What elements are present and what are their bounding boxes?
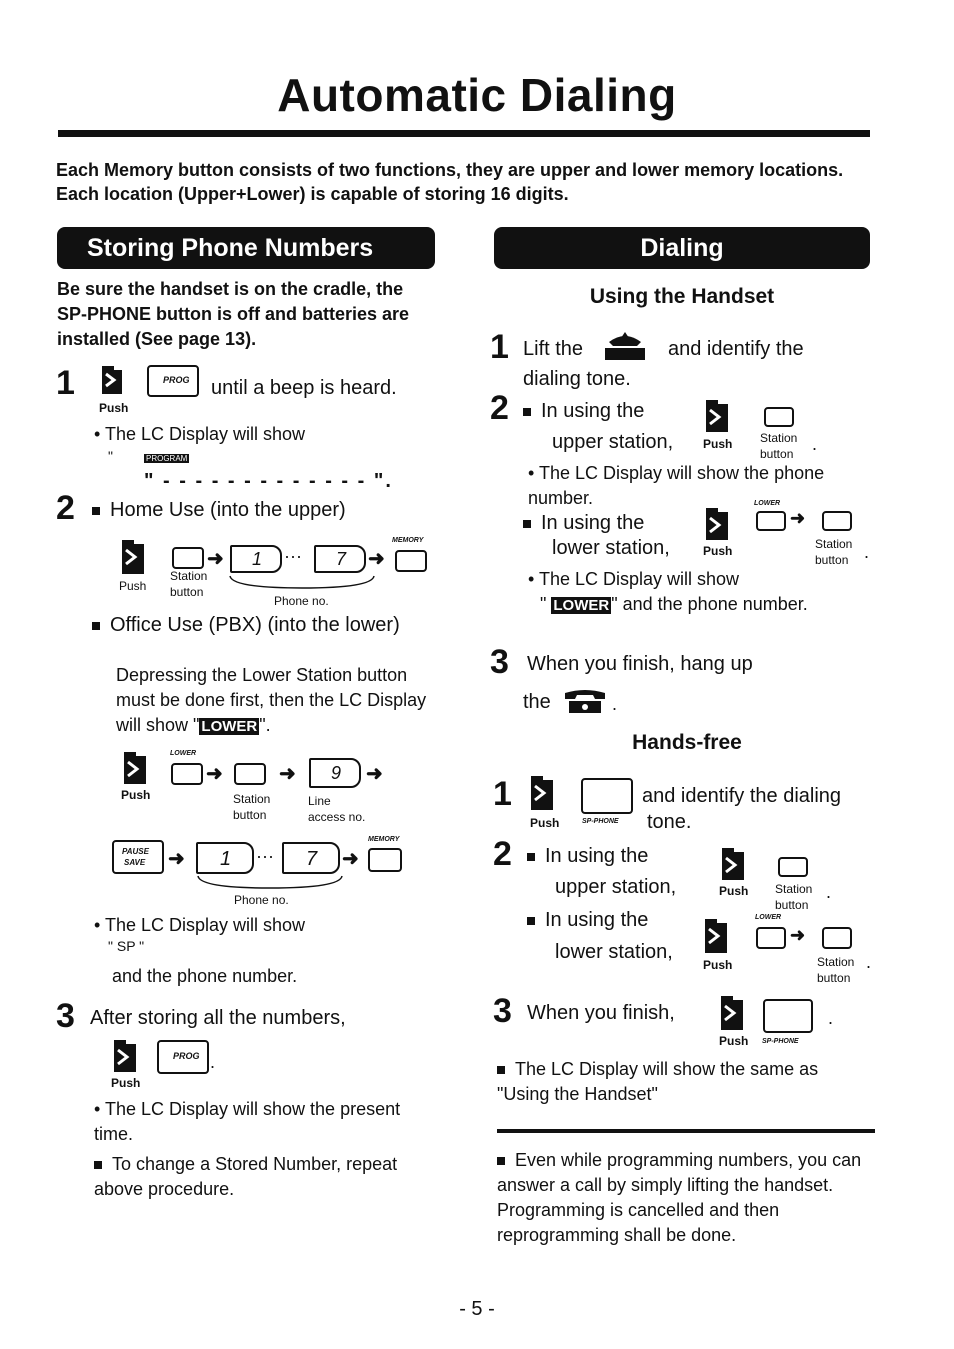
station-label: Station [233, 792, 271, 806]
push-label: Push [119, 579, 147, 593]
quote-mark: " [540, 594, 552, 614]
bullet-square [497, 1157, 505, 1165]
arrow-icon: ➜ [790, 508, 806, 528]
hf-lower-b: lower station, [555, 941, 673, 963]
bullet-square [92, 507, 100, 515]
upper-label: In using the [541, 400, 645, 422]
quote-mark: " [108, 448, 113, 464]
intro-text: Each Memory button consists of two functions, they are upper and lower memory locations. Each location (Upper+Lower) is capable of storing 16 digits. [56, 160, 844, 204]
station-label: Station [170, 569, 208, 583]
station-label: Station [817, 955, 855, 969]
title-rule [58, 130, 870, 137]
hf-finish-text: When you finish, [527, 1002, 675, 1024]
period: . [866, 952, 872, 972]
lower-text-a [523, 510, 644, 536]
lift-text-b-2: dialing tone. [523, 368, 631, 390]
digit-key-7 [282, 842, 340, 874]
push-icon [112, 1036, 142, 1074]
station-label: Station [815, 537, 853, 551]
lower-label: LOWER [170, 750, 197, 757]
arrow-icon: ➜ [207, 548, 224, 570]
step-number: 3 [490, 643, 509, 681]
push-label: Push [121, 788, 151, 802]
lower-label: LOWER [755, 914, 782, 921]
lift-text-b-1: and identify the [668, 338, 804, 360]
step-number: 2 [493, 835, 512, 873]
push-icon [120, 536, 150, 576]
push-label: Push [703, 958, 733, 972]
bullet-square [523, 520, 531, 528]
period: . [210, 1052, 216, 1072]
push-icon [122, 748, 152, 786]
lower-label: LOWER [754, 500, 781, 507]
bullet-square [92, 622, 100, 630]
step-number: 3 [493, 992, 512, 1030]
period: . [812, 434, 818, 454]
sp-phone-key [763, 999, 813, 1033]
memory-key [395, 550, 427, 572]
hf-upper-b: upper station, [555, 876, 677, 898]
station-key [764, 407, 794, 427]
same-note [497, 1057, 867, 1107]
push-icon [100, 362, 130, 396]
step3-text: After storing all the numbers, [90, 1007, 346, 1029]
bullet-square [523, 408, 531, 416]
lcd-lower-badge: LOWER [553, 597, 610, 614]
step-number: 1 [56, 364, 75, 402]
hangup-the: the [523, 691, 551, 713]
lower-key [756, 927, 786, 949]
button-label: button [233, 808, 267, 822]
handsfree-text: and identify the dialing [642, 785, 842, 807]
button-label: button [817, 971, 851, 985]
office-desc-end: ". [259, 715, 271, 735]
digit-key-label: 7 [306, 848, 318, 870]
handset-hangup-icon [561, 689, 609, 715]
period: . [826, 882, 832, 902]
push-label: Push [719, 884, 749, 898]
lcd-note-2b: and the phone number. [112, 966, 298, 986]
line-label: Line [308, 794, 331, 808]
handsfree-text-2: tone. [647, 811, 692, 833]
office-desc-text: Depressing the Lower Station button must be done first, then the LC Display will show " [116, 665, 427, 735]
hf-lower-a [527, 907, 648, 933]
change-note [94, 1152, 424, 1202]
pause-save-key [112, 840, 164, 874]
office-use-label: Office Use (PBX) (into the lower) [110, 614, 400, 636]
push-icon [719, 992, 749, 1032]
lcd-program-badge: PROGRAM [146, 454, 188, 463]
prog-key-label: PROG [163, 375, 190, 385]
access-no-label: access no. [308, 810, 366, 824]
lcd-lower-line [540, 592, 808, 618]
home-use-label: Home Use (into the upper) [110, 499, 346, 521]
station-label: Station [775, 882, 813, 896]
digit-key-1 [196, 842, 254, 874]
digit-key-label: 1 [252, 549, 263, 569]
period: . [828, 1008, 834, 1028]
bullet-square [527, 917, 535, 925]
sp-phone-label: SP-PHONE [582, 818, 619, 825]
push-label: Push [111, 1076, 141, 1090]
period: . [612, 694, 618, 714]
hf-upper-label: In using the [545, 845, 649, 867]
station-label: Station [760, 431, 798, 445]
arrow-icon: ➜ [342, 848, 359, 870]
arrow-icon: ➜ [279, 763, 296, 785]
digit-key-label: 9 [331, 763, 342, 783]
handsfree-heading: Hands-free [632, 731, 742, 754]
station-key [172, 547, 204, 569]
lower-key [756, 511, 786, 531]
phone-no-label: Phone no. [234, 893, 289, 907]
arrow-icon: ➜ [368, 548, 385, 570]
digit-key-9 [309, 758, 361, 788]
ellipsis: ··· [284, 546, 302, 566]
brace-icon [196, 874, 344, 892]
lcd-sp-value: " SP " [108, 938, 145, 954]
sp-phone-label: SP-PHONE [762, 1038, 799, 1045]
ellipsis: ··· [256, 846, 274, 866]
hf-upper-a [527, 843, 648, 869]
button-label: button [775, 898, 809, 912]
lcd-note-2: • The LC Display will show [94, 915, 306, 935]
lcd-note-handset: • The LC Display will show the phone number. [528, 463, 825, 508]
arrow-icon: ➜ [790, 925, 806, 945]
same-note-text: The LC Display will show the same as "Using the Handset" [497, 1059, 819, 1104]
period: . [864, 542, 870, 562]
bullet-square [497, 1066, 505, 1074]
even-note-text: Even while programming numbers, you can answer a call by simply lifting the handset. Programming is cancelled and then reprogramming shall be done. [497, 1150, 862, 1245]
push-label: Push [703, 437, 733, 451]
button-label: button [815, 553, 849, 567]
lcd-note-1: • The LC Display will show [94, 424, 306, 444]
push-label: Push [99, 401, 129, 415]
bullet-square [527, 853, 535, 861]
section-rule [497, 1129, 875, 1133]
sp-phone-key [581, 778, 633, 814]
dialing-banner: Dialing [494, 227, 870, 269]
lcd-dashes: " - - - - - - - - - - - - - ". [144, 470, 393, 492]
lcd-lower-badge: LOWER [201, 718, 258, 735]
digit-key-label: 7 [336, 549, 347, 569]
digit-key-1 [230, 545, 282, 573]
station-key [822, 511, 852, 531]
push-icon [529, 772, 559, 812]
hf-lower-label: In using the [545, 909, 649, 931]
button-label: button [170, 585, 204, 599]
push-icon [703, 915, 733, 955]
step-number: 3 [56, 997, 75, 1035]
memory-label: MEMORY [368, 836, 400, 843]
button-label: button [760, 447, 794, 461]
push-icon [704, 504, 734, 542]
step-number: 2 [490, 389, 509, 427]
office-use-text [92, 612, 422, 638]
handset-lift-icon [601, 330, 649, 362]
arrow-icon: ➜ [366, 763, 383, 785]
brace-icon [228, 574, 376, 592]
upper-text-b: upper station, [552, 431, 674, 453]
memory-label: MEMORY [392, 537, 424, 544]
arrow-icon: ➜ [168, 848, 185, 870]
handset-heading: Using the Handset [589, 285, 775, 308]
step1-text: until a beep is heard. [211, 377, 397, 399]
station-key [234, 763, 266, 785]
even-note [497, 1148, 877, 1248]
memory-key [368, 848, 402, 872]
lcd-note-3: • The LC Display will show the present time. [94, 1099, 401, 1144]
save-label: SAVE [124, 858, 146, 867]
lift-text: Lift the [523, 338, 584, 360]
hangup-text: When you finish, hang up [527, 653, 753, 675]
digit-key-label: 1 [220, 848, 232, 870]
arrow-icon: ➜ [206, 763, 223, 785]
lcd-note-lower: • The LC Display will show [528, 569, 740, 589]
push-label: Push [719, 1034, 749, 1048]
step-number: 1 [493, 775, 512, 813]
push-label: Push [530, 816, 560, 830]
lower-use-label: In using the [541, 512, 645, 534]
lower-key [171, 763, 203, 785]
push-icon [704, 396, 734, 434]
lcd-lower-text: " and the phone number. [611, 594, 808, 614]
pause-label: PAUSE [122, 847, 149, 856]
push-icon [720, 844, 750, 882]
station-key [778, 857, 808, 877]
upper-text-a [523, 398, 644, 424]
bullet-square [94, 1161, 102, 1169]
step-number: 2 [56, 489, 75, 527]
home-use-text [92, 497, 346, 523]
step-number: 1 [490, 328, 509, 366]
change-note-text: To change a Stored Number, repeat above procedure. [94, 1154, 398, 1199]
lower-text-b: lower station, [552, 537, 670, 559]
digit-key-7 [314, 545, 366, 573]
page-title: Automatic Dialing [277, 69, 677, 121]
push-label: Push [703, 544, 733, 558]
prog-key [157, 1040, 209, 1074]
prog-key-label: PROG [173, 1051, 200, 1061]
storing-banner: Storing Phone Numbers [57, 227, 435, 269]
page-number: - 5 - [459, 1298, 495, 1320]
office-description [116, 663, 436, 739]
storing-note: Be sure the handset is on the cradle, the SP-PHONE button is off and batteries are installed (See page 13). [57, 279, 410, 349]
prog-key [147, 365, 199, 397]
phone-no-label: Phone no. [274, 594, 329, 608]
station-key [822, 927, 852, 949]
